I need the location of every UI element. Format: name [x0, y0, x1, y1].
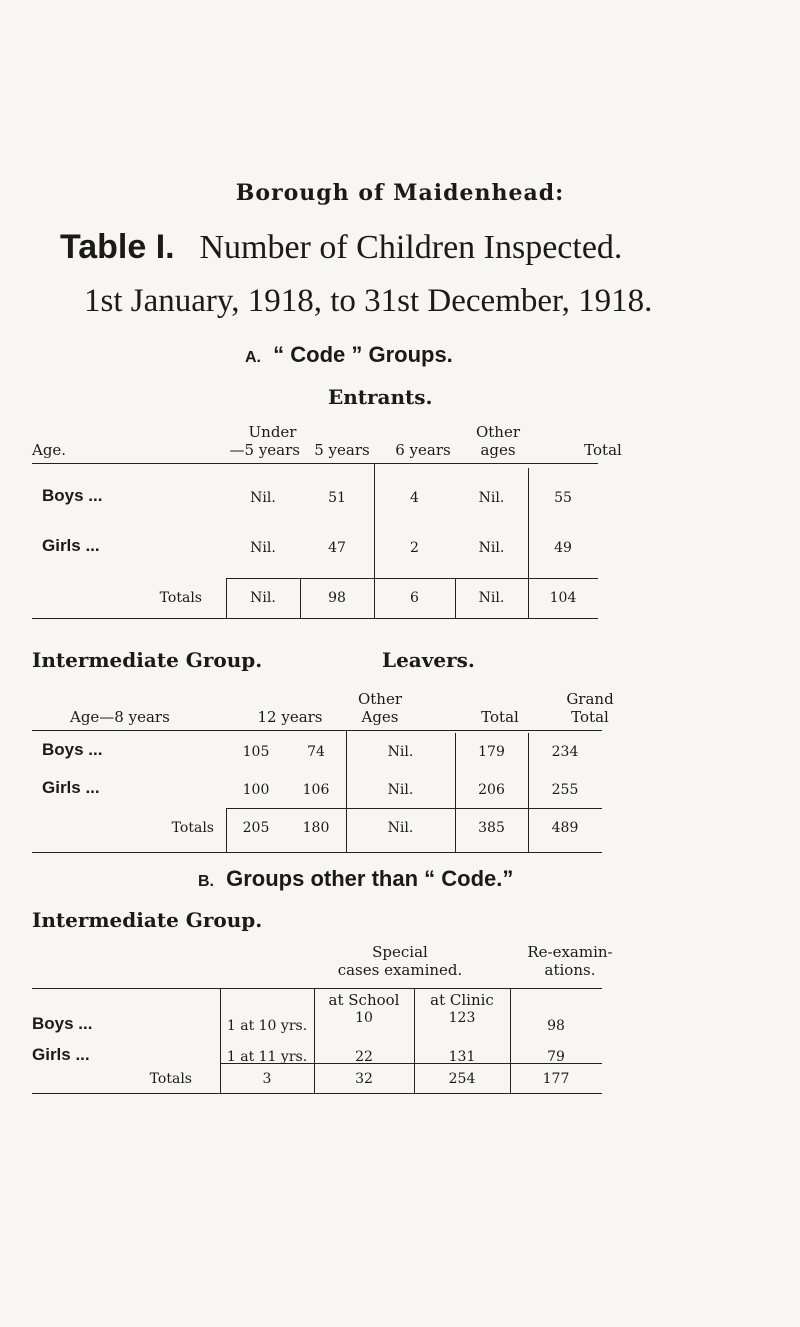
cell: 2 — [410, 540, 419, 556]
cell: 79 — [547, 1049, 565, 1065]
cell: 206 — [478, 782, 505, 798]
cell: 1 at 11 yrs. — [226, 1049, 308, 1065]
col-under-line1: Under — [248, 423, 297, 441]
cell: 105 — [242, 744, 270, 760]
entrants-totals-rule — [226, 578, 598, 579]
table-number: Table I. — [60, 228, 175, 266]
row-label: Girls ... — [42, 778, 100, 797]
cell: 32 — [355, 1071, 373, 1087]
leavers-col-total: Total — [481, 708, 519, 726]
leavers-col-age: Age—8 years — [70, 708, 170, 726]
reexam-line1: Re-examin- — [527, 943, 613, 961]
col-special — [300, 943, 500, 979]
section-a-letter: A. — [245, 349, 261, 366]
cell: 6 — [410, 590, 419, 606]
special-line1: Special — [372, 943, 428, 961]
entrants-col-6years: 6 years — [395, 441, 451, 459]
row-label: Girls ... — [32, 1045, 90, 1064]
period: 1st January, 1918, to 31st December, 1918. — [84, 283, 653, 319]
intermediate-a-title: Intermediate Group. — [32, 648, 263, 672]
row-label: Boys ... — [42, 740, 103, 759]
entrants-top-rule — [32, 463, 598, 464]
entrants-col-5years: 5 years — [314, 441, 370, 459]
row-label: Totals — [149, 1071, 192, 1087]
cell: 179 — [478, 744, 505, 760]
intermediate-b-title: Intermediate Group. — [32, 908, 263, 932]
cell: 3 — [262, 1071, 272, 1087]
cell: 131 — [448, 1049, 476, 1065]
cell: 254 — [448, 1071, 476, 1087]
cell: 177 — [542, 1071, 570, 1087]
col-at-school: at School — [328, 991, 400, 1009]
col-other-line2: ages — [480, 441, 516, 459]
cell: 98 — [547, 1018, 565, 1034]
cell: 98 — [328, 590, 346, 606]
groups-top-rule — [32, 988, 602, 989]
cell: Nil. — [478, 540, 505, 556]
document-header: Borough of Maidenhead: — [235, 180, 565, 206]
entrants-bottom-rule — [32, 618, 598, 619]
leavers-top-rule — [32, 730, 602, 731]
cell: Nil. — [478, 590, 505, 606]
section-a-title: “ Code ” Groups. — [273, 342, 453, 367]
leavers-totals-rule — [226, 808, 602, 809]
col-under-line2: —5 years — [229, 441, 300, 459]
cell: 4 — [410, 490, 419, 506]
cell: 74 — [307, 744, 325, 760]
col-other-line1: Other — [475, 423, 521, 441]
special-line2: cases examined. — [337, 961, 463, 979]
entrants-col-under — [225, 423, 320, 441]
cell: 51 — [328, 490, 346, 506]
section-b-title: Groups other than “ Code.” — [226, 866, 514, 891]
cell: 47 — [328, 540, 346, 556]
cell: 489 — [551, 820, 579, 836]
row-label: Boys ... — [42, 486, 103, 505]
cell: 234 — [551, 744, 579, 760]
cell: 385 — [478, 820, 505, 836]
groups-bottom-rule — [32, 1093, 602, 1094]
cell: 49 — [554, 540, 572, 556]
section-b-heading — [198, 866, 513, 892]
entrants-col-total: Total — [584, 441, 622, 459]
cell: Nil. — [250, 490, 276, 506]
cell: 205 — [242, 820, 270, 836]
cell: 55 — [554, 490, 572, 506]
cell: 22 — [355, 1049, 373, 1065]
entrants-col-other — [448, 423, 548, 459]
cell: Nil. — [387, 744, 414, 760]
cell: Nil. — [250, 540, 276, 556]
col-grand-line1: Grand — [566, 690, 614, 708]
cell: 104 — [549, 590, 577, 606]
col-at-clinic: at Clinic — [430, 991, 494, 1009]
cell: 10 — [355, 1010, 373, 1026]
cell: Nil. — [478, 490, 505, 506]
row-label: Boys ... — [32, 1014, 93, 1033]
reexam-line2: ations. — [544, 961, 596, 979]
table-title — [60, 227, 622, 267]
cell: Nil. — [387, 820, 414, 836]
cell: 106 — [302, 782, 330, 798]
leavers-bottom-rule — [32, 852, 602, 853]
section-a-heading — [245, 342, 453, 368]
col-grand-line2: Total — [571, 708, 609, 726]
col-other-line1: Other — [357, 690, 403, 708]
cell: 123 — [448, 1010, 476, 1026]
leavers-col-12years: 12 years — [257, 708, 323, 726]
col-other-line2: Ages — [361, 708, 399, 726]
leavers-col-grand — [550, 690, 630, 726]
cell: 180 — [302, 820, 330, 836]
leavers-col-other — [340, 690, 420, 726]
leavers-title: Leavers. — [382, 648, 475, 672]
section-b-letter: B. — [198, 873, 214, 890]
cell: 255 — [551, 782, 579, 798]
cell: 100 — [242, 782, 270, 798]
row-label: Girls ... — [42, 536, 100, 555]
cell: Nil. — [387, 782, 414, 798]
row-label: Totals — [159, 590, 202, 606]
table-description: Number of Children Inspected. — [199, 229, 623, 266]
cell: Nil. — [250, 590, 276, 606]
entrants-col-age: Age. — [32, 441, 67, 459]
cell: 1 at 10 yrs. — [226, 1018, 308, 1034]
entrants-title: Entrants. — [328, 385, 433, 409]
col-reexam — [500, 943, 640, 979]
row-label: Totals — [171, 820, 214, 836]
